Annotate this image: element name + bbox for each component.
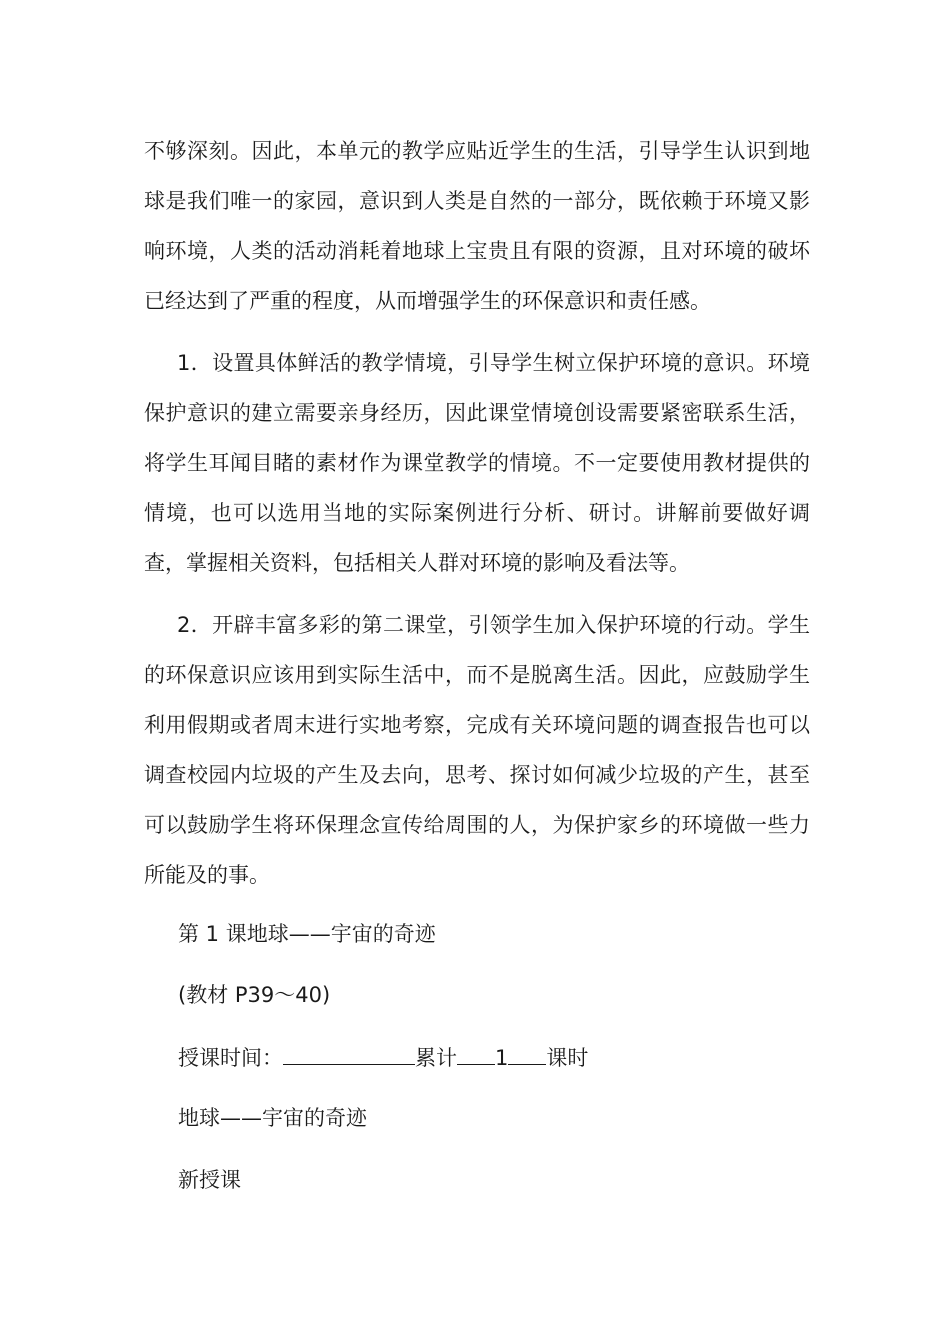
time-label: 授课时间：	[178, 1046, 283, 1070]
unit-label: 课时	[546, 1046, 589, 1070]
lesson-title: 第 1 课地球——宇宙的奇迹	[178, 922, 436, 946]
paragraph-point-2: 2．开辟丰富多彩的第二课堂，引领学生加入保护环境的行动。学生的环保意识应该用到实际生活中，而不是脱离生活。因此，应鼓励学生利用假期或者周末进行实地考察，完成有关环境问题的调查报告也可以调查校园内垃圾的产生及去向，思考、探讨如何减少垃圾的产生，甚至可以鼓励学生将环保理念宣传给周围的人，为保护家乡的环境做一些力所能及的事。	[144, 613, 810, 887]
textbook-pages: (教材 P39～40)	[178, 983, 331, 1007]
lesson-topic: 地球——宇宙的奇迹	[178, 1106, 367, 1130]
total-blank-right	[508, 1042, 546, 1065]
total-label: 累计	[415, 1046, 457, 1070]
total-value: 1	[495, 1046, 509, 1070]
time-blank	[283, 1042, 415, 1065]
lesson-type: 新授课	[178, 1168, 241, 1192]
total-blank-left	[457, 1042, 495, 1065]
paragraph-point-1: 1．设置具体鲜活的教学情境，引导学生树立保护环境的意识。环境保护意识的建立需要亲身经历，因此课堂情境创设需要紧密联系生活，将学生耳闻目睹的素材作为课堂教学的情境。不一定要使用教材提供的情境，也可以选用当地的实际案例进行分析、研讨。讲解前要做好调查，掌握相关资料，包括相关人群对环境的影响及看法等。	[144, 351, 810, 575]
lesson-time-row	[178, 1042, 588, 1073]
paragraph-intro: 不够深刻。因此，本单元的教学应贴近学生的生活，引导学生认识到地球是我们唯一的家园，意识到人类是自然的一部分，既依赖于环境又影响环境，人类的活动消耗着地球上宝贵且有限的资源，且对环境的破坏已经达到了严重的程度，从而增强学生的环保意识和责任感。	[144, 139, 810, 313]
